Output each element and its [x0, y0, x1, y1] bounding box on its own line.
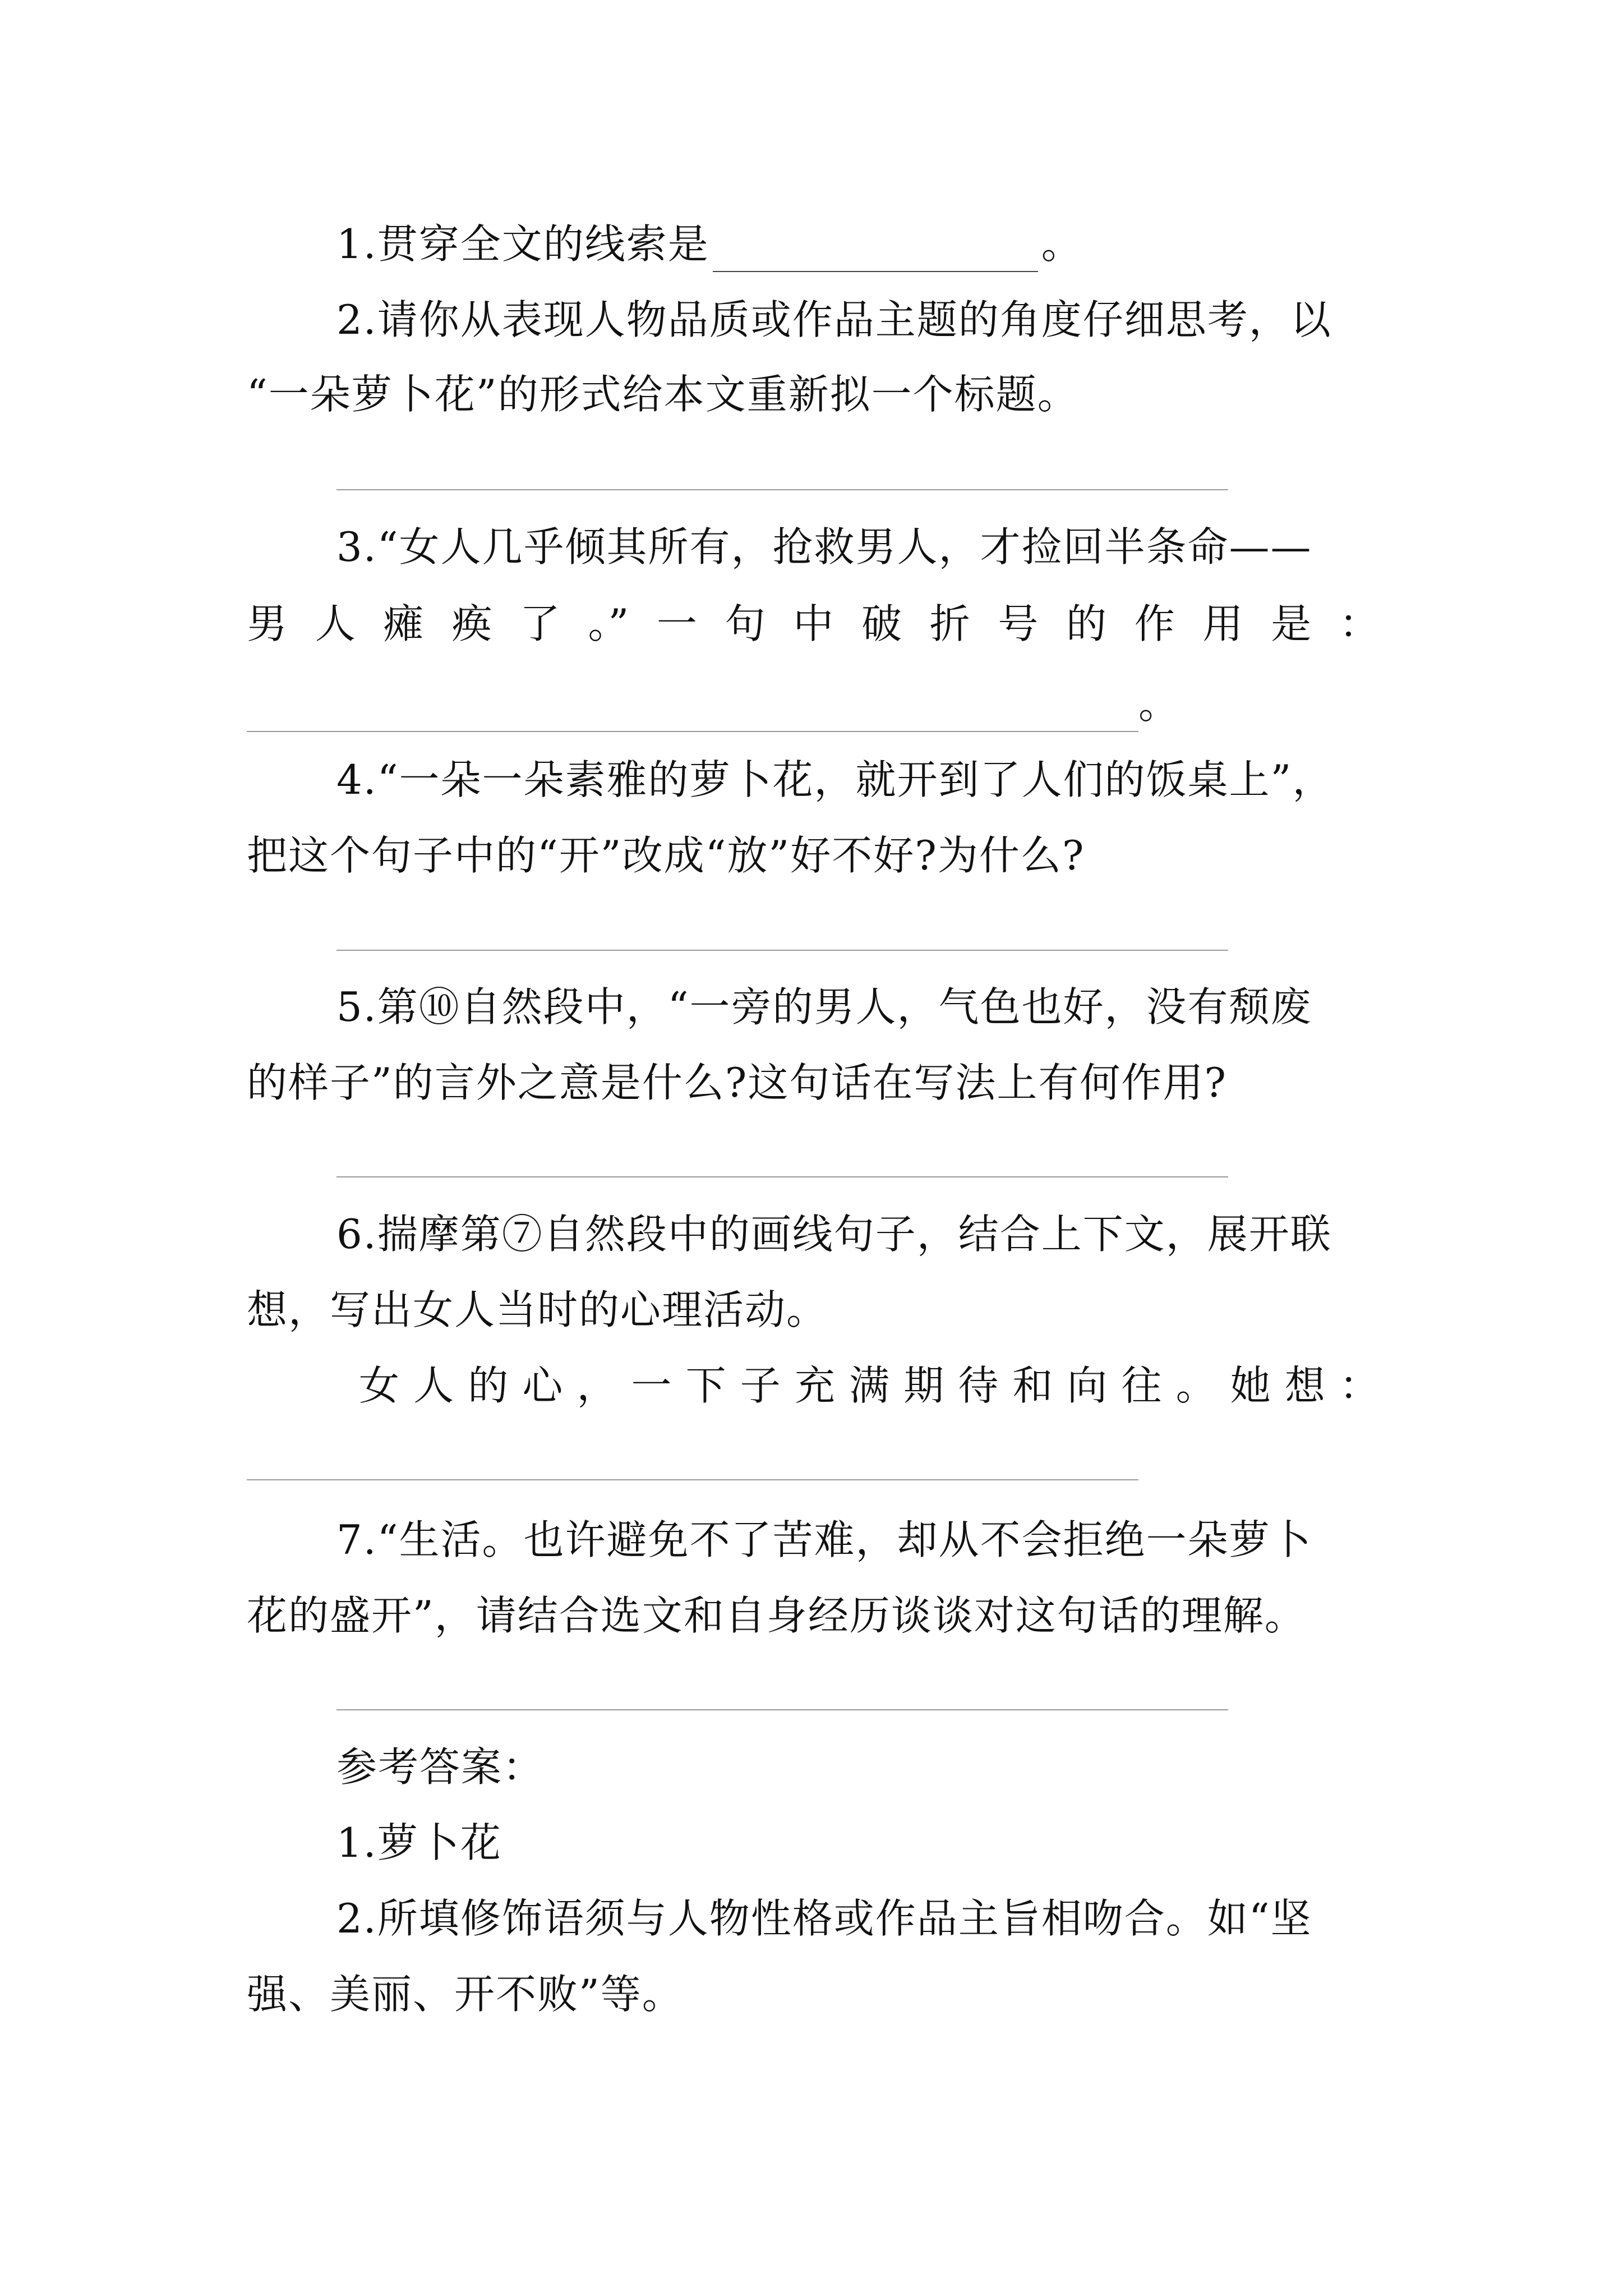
- answer-line-6[interactable]: [247, 1479, 1138, 1480]
- question-6-line-3-char: 的: [468, 1362, 509, 1409]
- question-3-line-2-char: 男: [247, 600, 288, 647]
- question-3-line-2-char: 破: [861, 600, 902, 647]
- question-6-line-3-char: 充: [794, 1362, 835, 1409]
- question-3-line-2-char: 号: [998, 600, 1039, 647]
- question-5-line-1: 5.第⑩自然段中，“一旁的男人，气色也好，没有颓废: [336, 983, 1312, 1030]
- question-1-text: 1.贯穿全文的线索是: [336, 220, 709, 268]
- question-1: [336, 216, 1083, 272]
- answer-2-line-2: 强、美丽、开不败”等。: [247, 1971, 684, 2018]
- question-3-line-2-char: 一: [656, 600, 697, 647]
- question-6-line-3-char: ，: [577, 1362, 617, 1409]
- question-4-line-1: 4.“一朵一朵素雅的萝卜花，就开到了人们的饭桌上”，: [336, 756, 1334, 803]
- answer-line-3-bar[interactable]: [247, 696, 1138, 732]
- question-3-line-2-char: 瘫: [383, 600, 424, 647]
- question-3-line-2-char: 用: [1202, 600, 1243, 647]
- question-3-line-2-char: 折: [929, 600, 970, 647]
- question-2-line-2: “一朵萝卜花”的形式给本文重新拟一个标题。: [247, 371, 1079, 418]
- question-3-line-2: [247, 596, 1380, 652]
- question-6-line-3-char: 子: [740, 1362, 781, 1409]
- question-6-line-3-char: 想: [1284, 1362, 1325, 1409]
- question-3-line-2-char: 。”: [588, 600, 629, 647]
- question-6-line-3-char: 。: [1175, 1362, 1216, 1409]
- question-6-line-3-char: 和: [1012, 1362, 1053, 1409]
- question-7-line-2: 花的盛开”，请结合选文和自身经历谈谈对这句话的理解。: [247, 1592, 1306, 1639]
- question-6-line-3: [359, 1358, 1380, 1414]
- question-3-line-2-char: 人: [315, 600, 356, 647]
- question-6-line-3-char: 人: [413, 1362, 454, 1409]
- question-3-end: 。: [1138, 680, 1179, 728]
- question-3-line-1: 3.“女人几乎倾其所有，抢救男人，才捡回半条命——: [336, 523, 1312, 570]
- question-6-line-3-char: 女: [359, 1362, 400, 1409]
- question-6-line-3-char: 向: [1067, 1362, 1108, 1409]
- answer-line-2[interactable]: [336, 489, 1228, 490]
- question-2-line-1: 2.请你从表现人物品质或作品主题的角度仔细思考，以: [336, 296, 1332, 343]
- answers-heading: 参考答案：: [336, 1743, 545, 1791]
- question-6-line-3-char: 一: [631, 1362, 672, 1409]
- question-3-line-2-char: 了: [519, 600, 560, 647]
- question-6-line-3-char: 她: [1230, 1362, 1271, 1409]
- question-3-line-2-char: 是: [1271, 600, 1312, 647]
- question-3-line-2-char: ：: [1339, 600, 1380, 647]
- question-3-line-2-char: 句: [725, 600, 766, 647]
- question-6-line-3-char: 心: [522, 1362, 563, 1409]
- question-3-line-2-char: 痪: [451, 600, 492, 647]
- question-6-line-3-char: 往: [1121, 1362, 1162, 1409]
- answer-line-7[interactable]: [336, 1709, 1228, 1710]
- question-3-line-2-char: 作: [1134, 600, 1175, 647]
- question-4-line-2: 把这个句子中的“开”改成“放”好不好?为什么?: [247, 832, 1085, 879]
- question-3-line-2-char: 的: [1066, 600, 1107, 647]
- question-7-line-1: 7.“生活。也许避免不了苦难，却从不会拒绝一朵萝卜: [336, 1516, 1312, 1563]
- question-6-line-1: 6.揣摩第⑦自然段中的画线句子，结合上下文，展开联: [336, 1211, 1332, 1258]
- answer-1: 1.萝卜花: [336, 1819, 502, 1866]
- answer-line-4[interactable]: [336, 950, 1228, 951]
- answer-2-line-1: 2.所填修饰语须与人物性格或作品主旨相吻合。如“坚: [336, 1895, 1312, 1942]
- question-6-line-3-char: ：: [1339, 1362, 1380, 1409]
- question-6-line-3-char: 下: [685, 1362, 726, 1409]
- question-6-line-2: 想，写出女人当时的心理活动。: [247, 1286, 828, 1333]
- question-1-end: 。: [1041, 220, 1083, 268]
- question-6-line-3-char: 期: [903, 1362, 944, 1409]
- answer-blank-1[interactable]: [713, 232, 1038, 272]
- question-6-line-3-char: 待: [958, 1362, 999, 1409]
- question-6-line-3-char: 满: [849, 1362, 889, 1409]
- question-3-line-2-char: 中: [793, 600, 834, 647]
- question-5-line-2: 的样子”的言外之意是什么?这句话在写法上有何作用?: [247, 1059, 1228, 1106]
- answer-line-3[interactable]: [247, 676, 1179, 732]
- answer-line-5[interactable]: [336, 1176, 1228, 1177]
